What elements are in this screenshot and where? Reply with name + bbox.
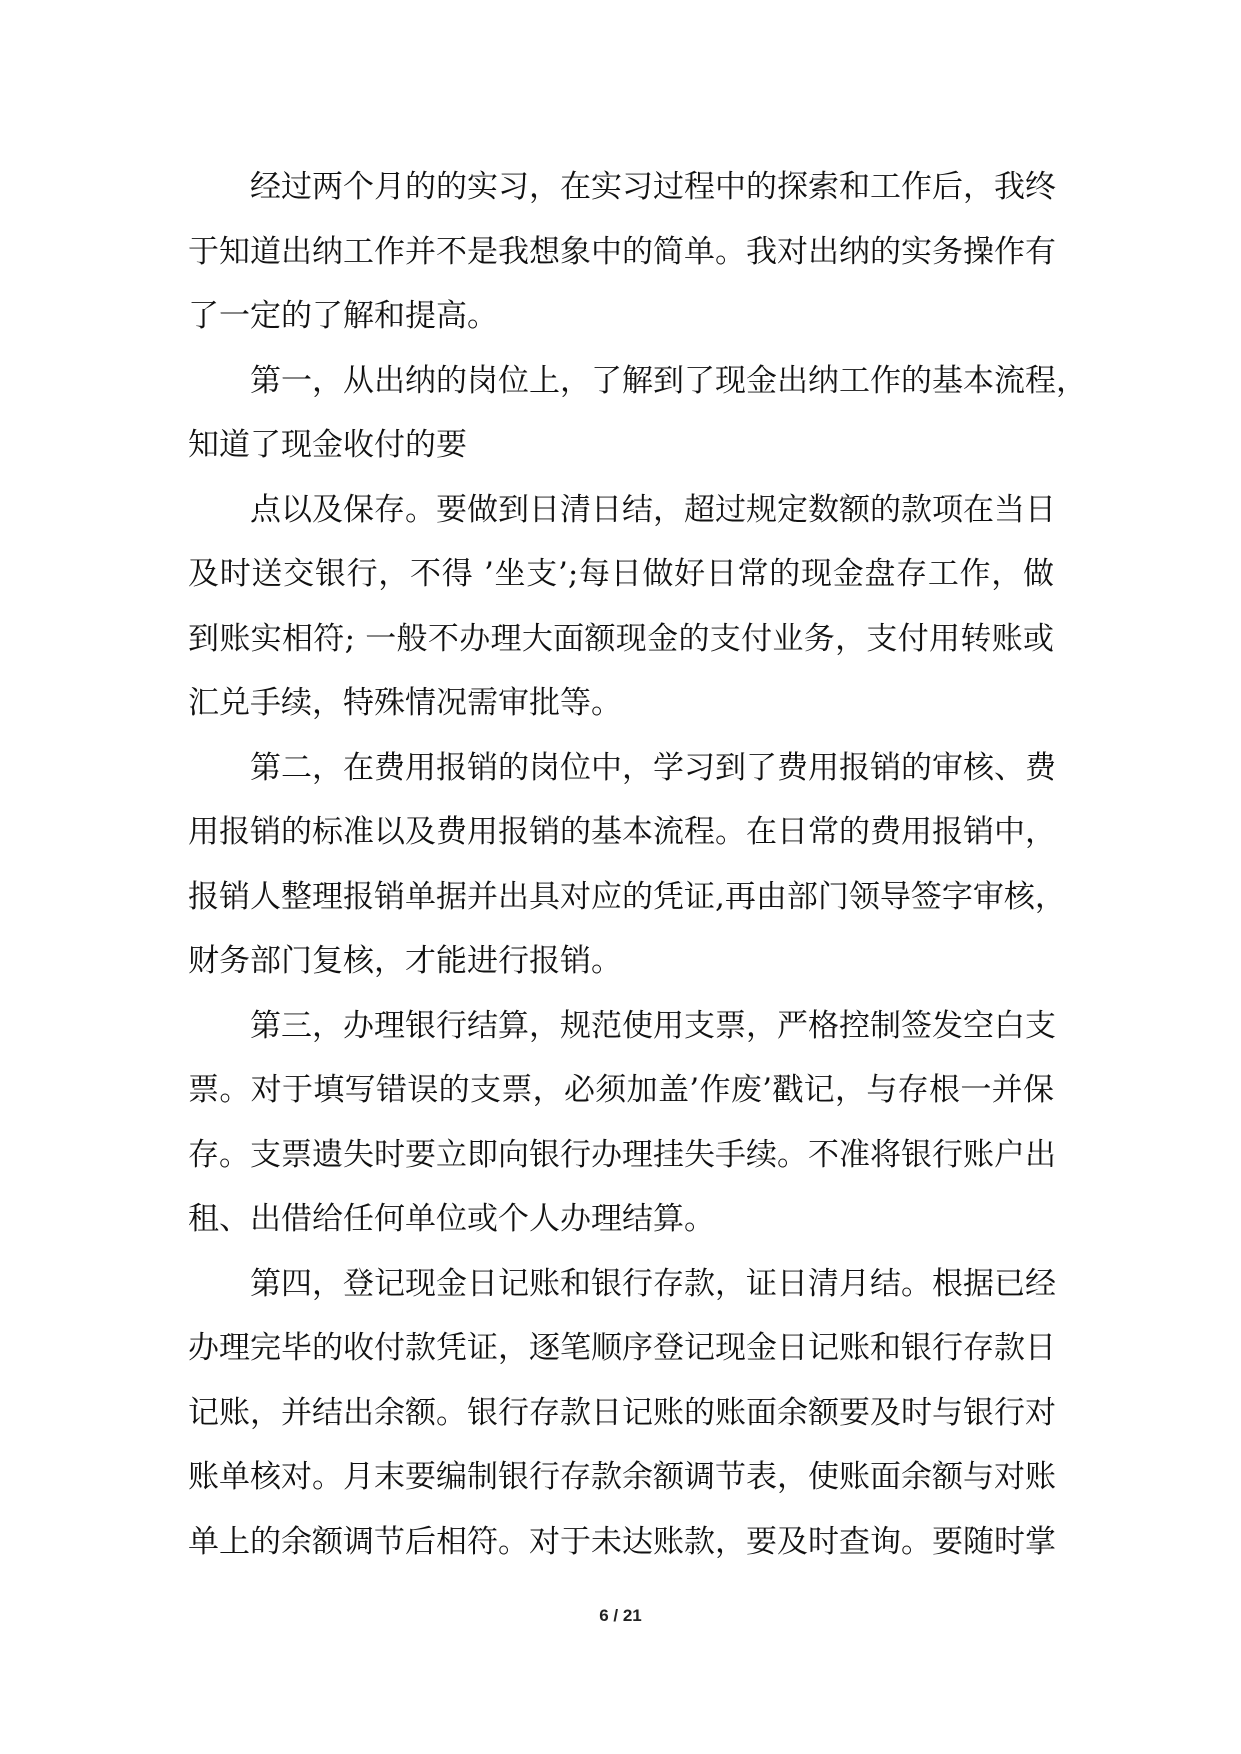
paragraph-5-line-3: 存。支票遗失时要立即向银行办理挂失手续。不准将银行账户出 <box>188 1136 1056 1173</box>
paragraph-6-line-4: 账单核对。月末要编制银行存款余额调节表，使账面余额与对账 <box>188 1459 1056 1495</box>
paragraph-3-line-4: 汇兑手续，特殊情况需审批等。 <box>188 685 622 721</box>
paragraph-3-line-1: 点以及保存。要做到日清日结，超过规定数额的款项在当日 <box>250 491 1056 528</box>
paragraph-4-line-4: 财务部门复核，才能进行报销。 <box>188 943 622 979</box>
paragraph-1-line-3: 了一定的了解和提高。 <box>188 298 498 334</box>
paragraph-3-line-3: 到账实相符; 一般不办理大面额现金的支付业务，支付用转账或 <box>188 620 1054 657</box>
paragraph-4-line-2: 用报销的标准以及费用报销的基本流程。在日常的费用报销中， <box>188 814 1056 850</box>
document-body <box>188 155 1087 1574</box>
paragraph-6-line-5: 单上的余额调节后相符。对于未达账款，要及时查询。要随时掌 <box>188 1523 1056 1560</box>
paragraph-4-line-1: 第二，在费用报销的岗位中，学习到了费用报销的审核、费 <box>250 749 1056 786</box>
paragraph-5-line-4: 租、出借给任何单位或个人办理结算。 <box>188 1201 715 1237</box>
paragraph-4-line-3: 报销人整理报销单据并出具对应的凭证,再由部门领导签字审核， <box>188 878 1066 915</box>
paragraph-2-line-1: 第一，从出纳的岗位上，了解到了现金出纳工作的基本流程， <box>250 362 1087 399</box>
paragraph-6-line-3: 记账，并结出余额。银行存款日记账的账面余额要及时与银行对 <box>188 1394 1056 1431</box>
paragraph-1-line-1: 经过两个月的的实习，在实习过程中的探索和工作后，我终 <box>250 169 1056 205</box>
paragraph-3-line-2: 及时送交银行，不得 ’坐支’;每日做好日常的现金盘存工作，做 <box>188 556 1054 592</box>
paragraph-1-line-2: 于知道出纳工作并不是我想象中的简单。我对出纳的实务操作有 <box>188 233 1056 270</box>
page-number: 6 / 21 <box>599 1606 642 1625</box>
paragraph-5-line-1: 第三，办理银行结算，规范使用支票，严格控制签发空白支 <box>250 1007 1056 1044</box>
paragraph-2-line-2: 知道了现金收付的要 <box>188 427 467 463</box>
paragraph-6-line-1: 第四，登记现金日记账和银行存款，证日清月结。根据已经 <box>250 1265 1056 1302</box>
paragraph-5-line-2: 票。对于填写错误的支票，必须加盖’作废’戳记，与存根一并保 <box>188 1072 1054 1108</box>
paragraph-6-line-2: 办理完毕的收付款凭证，逐笔顺序登记现金日记账和银行存款日 <box>188 1330 1056 1366</box>
